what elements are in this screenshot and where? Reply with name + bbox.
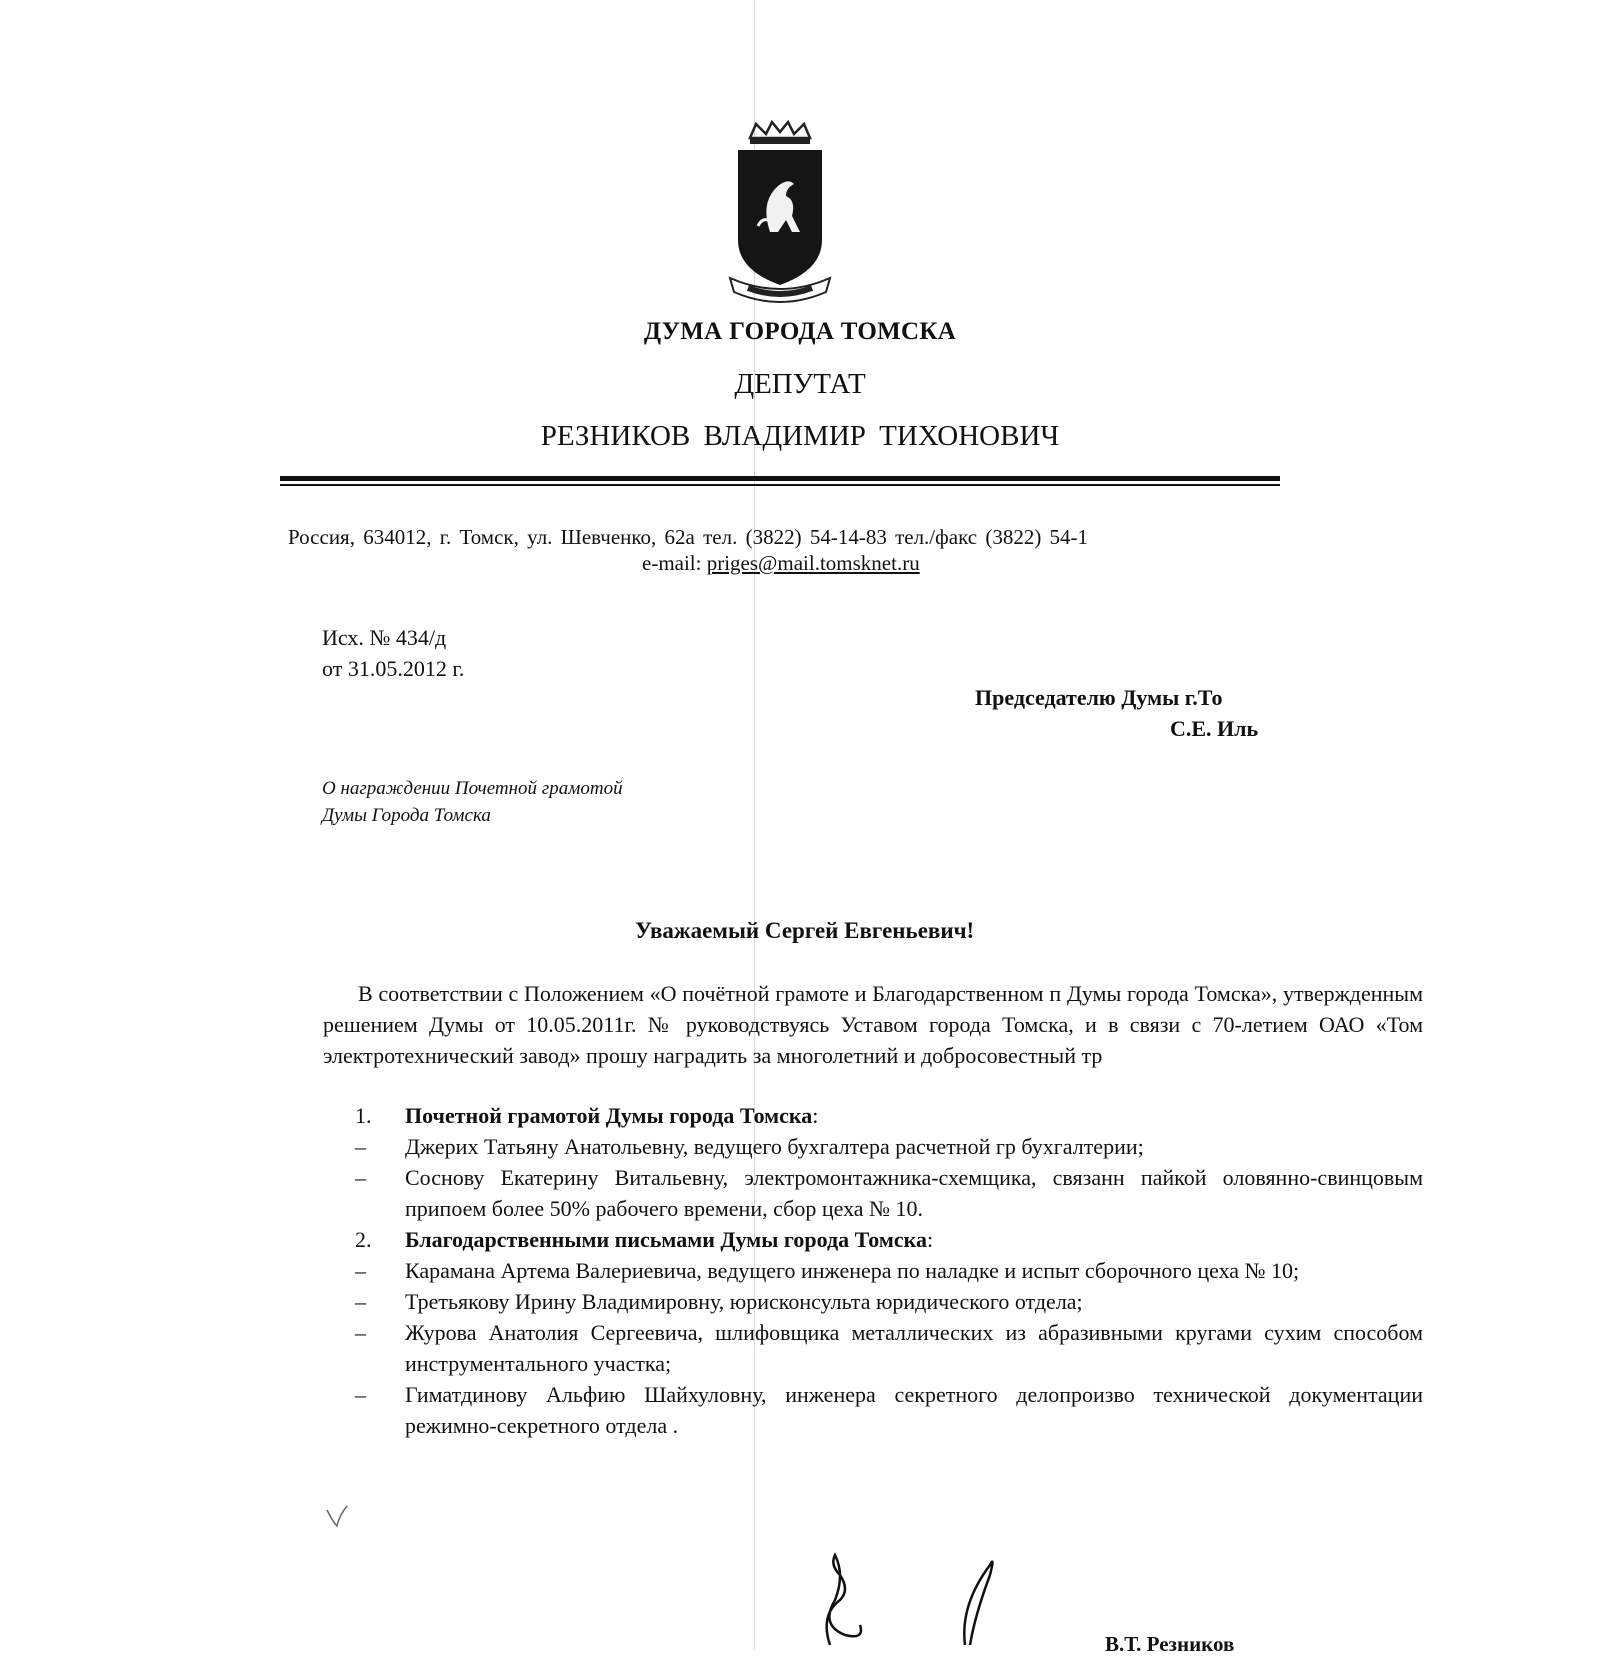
list-item-text: Журова Анатолия Сергеевича, шлифовщика металлических из абразивными кругами сухим способом инструментального участка; — [405, 1320, 1423, 1376]
dash-marker: – — [355, 1134, 366, 1159]
check-mark-icon — [325, 1502, 349, 1528]
list-item — [323, 1286, 1423, 1317]
city-coat-of-arms-icon — [700, 120, 860, 310]
email-line — [642, 551, 920, 576]
dash-marker: – — [355, 1258, 366, 1283]
reference-date: от 31.05.2012 г. — [322, 656, 465, 681]
list-item — [323, 1317, 1423, 1379]
header-rule-thick — [280, 476, 1280, 481]
organization-title: ДУМА ГОРОДА ТОМСКА — [643, 318, 957, 345]
outgoing-reference — [322, 622, 464, 684]
email-label: e-mail: — [642, 551, 707, 575]
list-section — [323, 1100, 1423, 1131]
section-suffix: : — [926, 1227, 934, 1252]
section-suffix: : — [812, 1103, 819, 1128]
body-paragraph: В соответствии с Положением «О почётной грамоте и Благодарственном п Думы города Томска», утвержденным решением Думы от 10.05.2011г. № руководствуясь Уставом города Томска, и в связи с 70-летием ОАО «Том электротехнический завод» прошу наградить за многолетний и добросовестный тр — [323, 981, 1423, 1068]
reference-number: Исх. № 434/д — [322, 625, 447, 650]
dash-marker: – — [355, 1320, 366, 1345]
section-number: 1. — [355, 1103, 372, 1128]
dash-marker: – — [355, 1382, 366, 1407]
address-line: Россия, 634012, г. Томск, ул. Шевченко, 62а тел. (3822) 54-14-83 тел./факс (3822) 54-1 — [288, 525, 1089, 549]
dash-marker: – — [355, 1165, 366, 1190]
section-number: 2. — [355, 1227, 372, 1252]
list-item — [323, 1255, 1423, 1286]
header-rule-thin — [280, 484, 1280, 486]
section-title: Почетной грамотой Думы города Томска — [405, 1103, 813, 1128]
signature-icon — [790, 1545, 1070, 1650]
list-item — [323, 1131, 1423, 1162]
position-title: ДЕПУТАТ — [734, 368, 866, 400]
letter-body — [323, 978, 1423, 1071]
award-list — [323, 1100, 1423, 1441]
subject-line-2: Думы Города Томска — [322, 805, 491, 826]
list-item-text: Третьякову Ирину Владимировну, юрисконсульта юридического отдела; — [405, 1289, 1083, 1314]
list-item-text: Гиматдинову Альфию Шайхуловну, инженера секретного делопроизво технической документации режимно-секретного отдела . — [405, 1382, 1423, 1438]
addressee-block — [975, 682, 1258, 744]
greeting: Уважаемый Сергей Евгеньевич! — [635, 918, 975, 943]
section-title: Благодарственными письмами Думы города Томска — [405, 1227, 927, 1252]
list-item — [323, 1379, 1423, 1441]
signatory-name: В.Т. Резников — [1105, 1632, 1235, 1656]
email-link[interactable]: priges@mail.tomsknet.ru — [706, 551, 920, 575]
addressee-line-1: Председателю Думы г.То — [975, 685, 1223, 710]
subject-line-1: О награждении Почетной грамотой — [322, 778, 623, 799]
list-item — [323, 1162, 1423, 1224]
list-item-text: Карамана Артема Валериевича, ведущего инженера по наладке и испыт сборочного цеха № 10; — [405, 1258, 1300, 1283]
dash-marker: – — [355, 1289, 366, 1314]
addressee-line-2: С.Е. Иль — [1170, 716, 1259, 741]
list-item-text: Соснову Екатерину Витальевну, электромонтажника-схемщика, связанн пайкой оловянно-свинцовым припоем более 50% рабочего времени, сбор цеха № 10. — [405, 1165, 1423, 1221]
list-item-text: Джерих Татьяну Анатольевну, ведущего бухгалтера расчетной гр бухгалтерии; — [405, 1134, 1144, 1159]
list-section — [323, 1224, 1423, 1255]
person-name: РЕЗНИКОВ ВЛАДИМИР ТИХОНОВИЧ — [540, 420, 1060, 452]
subject-block — [322, 775, 623, 829]
